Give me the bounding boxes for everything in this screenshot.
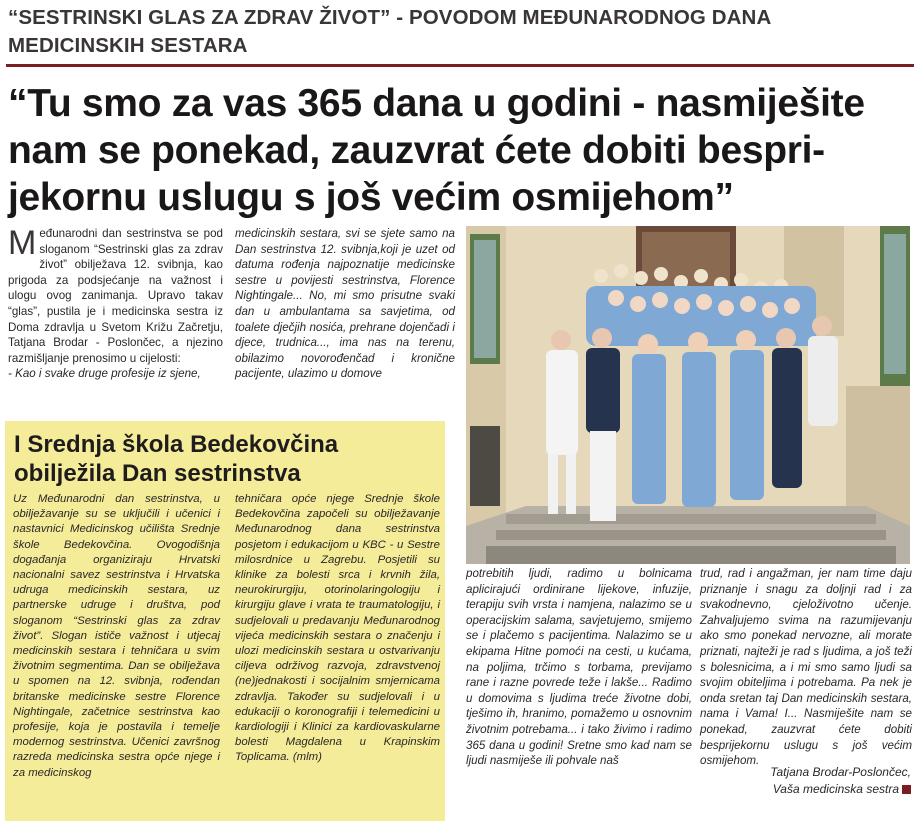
signature (770, 764, 911, 798)
signature-role-line (770, 781, 911, 798)
drop-cap: M (8, 224, 37, 262)
article-column-2 (235, 226, 455, 382)
kicker-headline: “SESTRINSKI GLAS ZA ZDRAV ŽIVOT” - POVODOM MEĐUNARODNOG DANA MEDICINSKIH SESTARA (8, 6, 771, 57)
article-intro (8, 226, 223, 366)
article-column-1 (8, 226, 223, 382)
article-column-2-text: medicinskih sestara, svi se sjete samo na Dan sestrinstva 12. svibnja,koji je uzet od datuma rođenja najpoznatije medicinske sestre u povijesti sestrinstva, Florence Nightingale... No, mi smo prisutne svaki dan u ambulantama sa savjetima, od toalete dječjih nosića, prehrane dojenčadi i djece, trudnica..., ima nas na terenu, obilazimo novorođenčad i kronične pacijente, ulazimo u domove (235, 227, 455, 381)
signature-role: Vaša medicinska sestra (772, 782, 899, 796)
end-mark-icon (902, 785, 911, 794)
signature-name: Tatjana Brodar-Poslončec, (770, 765, 911, 779)
sidebar-column-2: tehničara opće njege Srednje škole Bedekovčina započeli su obilježavanje Međunarodnog dana sestrinstva posjetom i edukacijom u KBC - u Sestre milosrdnice u Zagrebu. Posjetili su klinike za bolesti srca i krvnih žila, neurokirurgiju, otorinolaringologiju i kirurgiju glave i vrata te traumatologiju, i sudjelovali u predavanju Međunarodnog vijeća medicinskih sestara o značenju i ulozi medicinskih sestara u ostvarivanju ciljeva održivog razvoja, zdravstvenoj (ne)jednakosti i socijalnim smjernicama zdravlja. Također su sudjelovali i u edukaciji o koronografiji i telemedicini u kardiologiji i Klinici za kardiovaskularne bolesti Magdalena u Krapinskim Toplicama. (mlm) (235, 493, 440, 764)
sidebar-column-1: Uz Međunarodni dan sestrinstva, u obilježavanje su se uključili i učenici i nastavnici Medicinskog učilišta Srednje škole Bedekovčina. Ovogodišnja događanja organiziraju Hrvatski nacionalni savez sestrinstva i Hrvatska udruga medicinskih sestara, uz partnerske udruge i društva, pod sloganom “Sestrinski glas za zdrav život”. Slogan ističe važnost i utjecaj medicinskih sestara i tehničara u svim životnim segmentima. Dan se obilježava u spomen na 12. svibnja, rođendan britanske medicinske sestre Florence Nightingale, začetnice sestrinstva kao profesije, koja je postavila i temelje modernog sestrinstva. Učenici završnog razreda medicinska sestra opće njege i za medicinskog (13, 493, 220, 779)
sidebar-box-title: I Srednja škola Bedekovčina obilježila Dan sestrinstva (14, 431, 339, 487)
article-intro-text: eđunarodni dan sestrinstva se pod sloganom “Sestrinski glas za zdrav život” obilježava 12. svibnja, kao prigoda za podsjećanje na važnost i ulogu ovog zanimanja. Upravo takav “glas”, pustila je i medicinska sestra iz Doma zdravlja u Svetom Križu Začretju, Tatjana Brodar - Poslončec, a njezino razmišljanje prenosimo u cijelosti: (8, 227, 223, 365)
article-column-3: potrebitih ljudi, radimo u bolnicama aplicirajući ordinirane lijekove, infuzije, terapiju svih vrsta i namjena, nalazimo se u operacijskim salama, savjetujemo, smijemo se i plačemo s pacijentima. Nalazimo se u ekipama Hitne pomoći na cesti, u kućama, na poljima, trčimo s torbama, previjamo rane i razne povrede teže i lakše... Radimo u domovima s ljudima treće životne dobi, tješimo ih, hranimo, pomažemo u osnovnim životnim potrebama... i tako živimo i radimo 365 dana u godini! Sretne smo kad nam se ljudi nasmiješe ili pohvale naš (466, 567, 692, 768)
header-rule (6, 64, 914, 67)
article-column-4: trud, rad i angažman, jer nam time daju priznanje i snagu za doljnji rad i za svakodnevno, cjeloživotno učenje. Zahvaljujemo svima na razumijevanju ako smo ponekad nervozne, ali morate priznati, najteži je rad s ljudima, a još teži s bolesnicima, a i mi smo samo ljudi sa svojim obiteljima i potrebama. Pa nek je onda sretan taj Dan medicinskih sestara, nama i Vama! I... Nasmiješite nam se ponekad, zauzvrat ćete dobiti besprijekornu uslugu s još većim osmijehom. (700, 567, 912, 768)
group-photo (466, 226, 910, 564)
group-photo-illustration (466, 226, 910, 564)
article-quote-start: - Kao i svake druge profesije iz sjene, (8, 367, 201, 381)
main-headline: “Tu smo za vas 365 dana u godini - nasmiješite nam se ponekad, zauzvrat ćete dobiti bespri-jekornu uslugu s još većim osmijehom” (8, 82, 865, 219)
